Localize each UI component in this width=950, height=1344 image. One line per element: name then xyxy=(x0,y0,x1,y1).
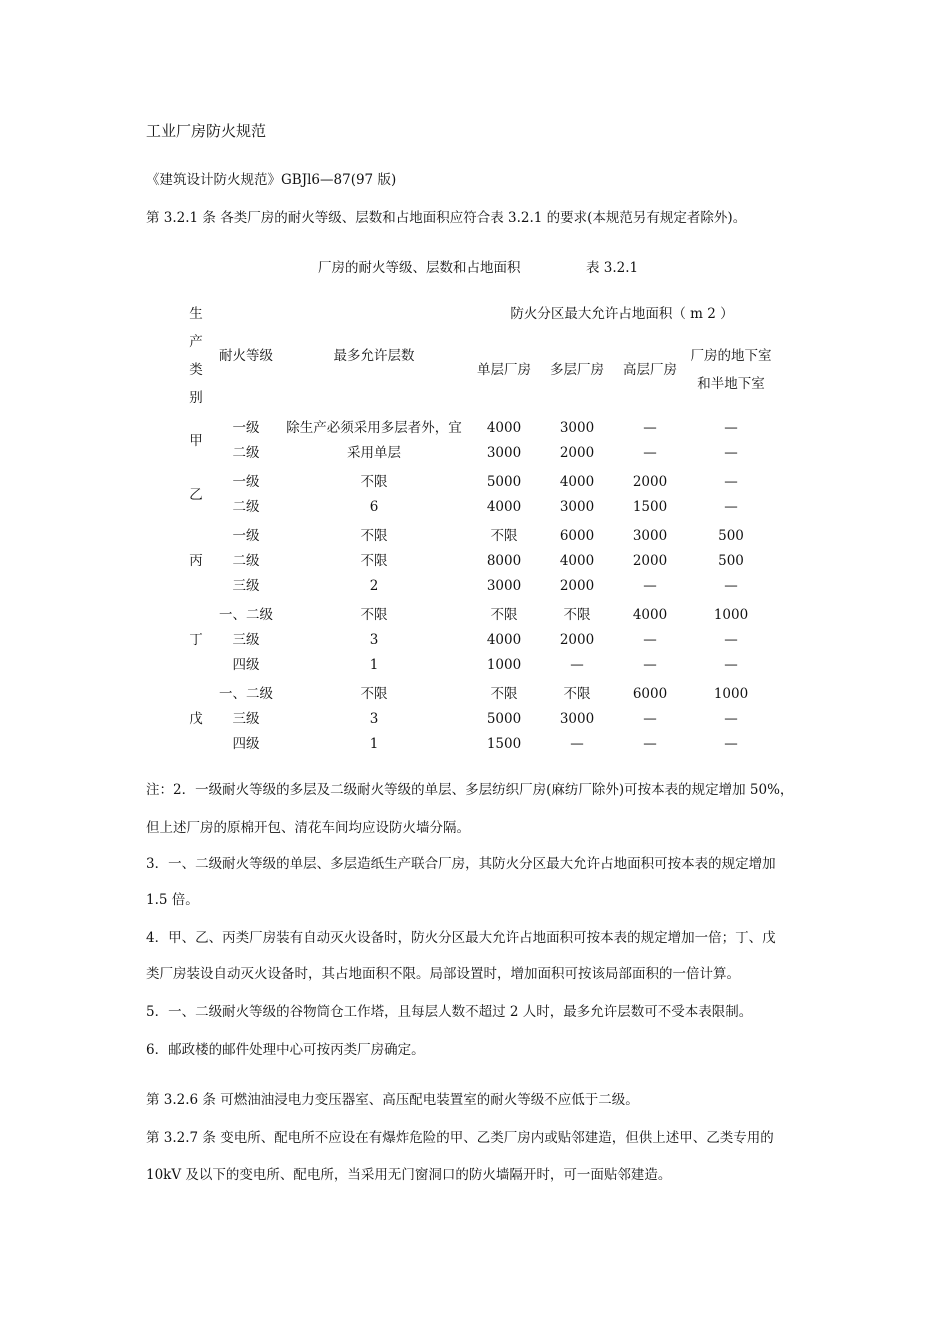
high-cell: — xyxy=(643,736,657,752)
multi-cell: 4000 xyxy=(559,474,595,490)
multi-cell: 3000 xyxy=(559,420,595,436)
high-cell: — xyxy=(643,578,657,594)
grade-cell: 四级 xyxy=(232,736,260,752)
note-2-line-1: 注：2．一级耐火等级的多层及二级耐火等级的单层、多层纺织厂房(麻纺厂除外)可按本表的规定增加 50%， xyxy=(146,782,794,798)
basement-cell: 500 xyxy=(718,528,744,544)
category-cell: 丙 xyxy=(189,553,203,569)
single-cell: 不限 xyxy=(490,528,518,544)
basement-cell: — xyxy=(724,711,738,727)
high-cell: — xyxy=(643,445,657,461)
grade-cell: 四级 xyxy=(232,657,260,673)
high-cell: — xyxy=(643,711,657,727)
table-row xyxy=(180,549,776,574)
grade-cell: 一、二级 xyxy=(219,607,273,623)
floors-cell: 采用单层 xyxy=(347,445,401,461)
floors-cell: 2 xyxy=(369,578,379,594)
header-grade: 耐火等级 xyxy=(219,348,273,364)
single-cell: 不限 xyxy=(490,607,518,623)
category-cell: 乙 xyxy=(189,486,203,503)
table-row xyxy=(180,653,776,678)
grade-cell: 一级 xyxy=(232,420,260,436)
header-category: 生产类别 xyxy=(189,306,203,406)
basement-cell: — xyxy=(724,420,738,436)
single-cell: 不限 xyxy=(490,686,518,702)
clause-3-2-6: 第 3.2.6 条 可燃油油浸电力变压器室、高压配电装置室的耐火等级不应低于二级。 xyxy=(146,1092,639,1108)
single-cell: 3000 xyxy=(486,578,522,594)
floors-cell: 1 xyxy=(369,657,379,673)
single-cell: 8000 xyxy=(486,553,522,569)
grade-cell: 三级 xyxy=(232,711,260,727)
basement-cell: — xyxy=(724,445,738,461)
single-cell: 3000 xyxy=(486,445,522,461)
header-row xyxy=(180,300,776,328)
basement-cell: 1000 xyxy=(713,686,749,702)
floors-cell: 不限 xyxy=(360,553,388,569)
multi-cell: 3000 xyxy=(559,499,595,515)
single-cell: 1500 xyxy=(486,736,522,752)
high-cell: 4000 xyxy=(632,607,668,623)
floors-cell: 6 xyxy=(369,499,379,515)
basement-cell: — xyxy=(724,657,738,673)
single-cell: 1000 xyxy=(486,657,522,673)
grade-cell: 二级 xyxy=(232,499,260,515)
note-6: 6．邮政楼的邮件处理中心可按丙类厂房确定。 xyxy=(146,1042,425,1058)
single-cell: 4000 xyxy=(486,499,522,515)
floors-cell: 不限 xyxy=(360,607,388,623)
table-row xyxy=(180,470,776,495)
multi-cell: 4000 xyxy=(559,553,595,569)
single-cell: 5000 xyxy=(486,711,522,727)
header-area-group: 防火分区最大允许占地面积（ m 2 ） xyxy=(510,306,734,322)
multi-cell: 不限 xyxy=(563,607,591,623)
clause-3-2-7-line-2: 10kV 及以下的变电所、配电所，当采用无门窗洞口的防火墙隔开时，可一面贴邻建造。 xyxy=(146,1167,672,1183)
multi-cell: 3000 xyxy=(559,711,595,727)
document-title: 工业厂房防火规范 xyxy=(146,122,267,140)
note-3-line-1: 3．一、二级耐火等级的单层、多层造纸生产联合厂房，其防火分区最大允许占地面积可按本表的规定增加 xyxy=(146,856,776,872)
basement-cell: 1000 xyxy=(713,607,749,623)
header-multi: 多层厂房 xyxy=(550,362,604,378)
high-cell: 2000 xyxy=(632,474,668,490)
floors-cell: 不限 xyxy=(360,474,388,490)
multi-cell: — xyxy=(570,657,584,673)
grade-cell: 二级 xyxy=(232,445,260,461)
table-caption: 厂房的耐火等级、层数和占地面积 xyxy=(318,260,521,276)
grade-cell: 二级 xyxy=(232,553,260,569)
high-cell: 2000 xyxy=(632,553,668,569)
single-cell: 4000 xyxy=(486,420,522,436)
multi-cell: — xyxy=(570,736,584,752)
note-4-line-2: 类厂房装设自动灭火设备时，其占地面积不限。局部设置时，增加面积可按该局部面积的一倍计算。 xyxy=(146,966,740,982)
clause-3-2-7-line-1: 第 3.2.7 条 变电所、配电所不应设在有爆炸危险的甲、乙类厂房内或贴邻建造，但供上述甲、乙类专用的 xyxy=(146,1130,774,1146)
high-cell: — xyxy=(643,657,657,673)
basement-cell: 500 xyxy=(718,553,744,569)
note-2-line-2: 但上述厂房的原棉开包、清花车间均应设防火墙分隔。 xyxy=(146,820,470,836)
high-cell: — xyxy=(643,632,657,648)
code-reference: 《建筑设计防火规范》GBJl6—87(97 版) xyxy=(146,172,397,188)
table-row xyxy=(180,732,776,757)
floors-cell: 不限 xyxy=(360,686,388,702)
header-single: 单层厂房 xyxy=(477,362,531,378)
table-row xyxy=(180,416,776,441)
note-3-line-2: 1.5 倍。 xyxy=(146,892,199,908)
table-row xyxy=(180,524,776,549)
grade-cell: 三级 xyxy=(232,578,260,594)
multi-cell: 2000 xyxy=(559,445,595,461)
floors-cell: 不限 xyxy=(360,528,388,544)
grade-cell: 三级 xyxy=(232,632,260,648)
high-cell: — xyxy=(643,420,657,436)
basement-cell: — xyxy=(724,632,738,648)
table-row xyxy=(180,628,776,653)
table-row xyxy=(180,441,776,466)
grade-cell: 一级 xyxy=(232,528,260,544)
high-cell: 6000 xyxy=(632,686,668,702)
high-cell: 1500 xyxy=(632,499,668,515)
high-cell: 3000 xyxy=(632,528,668,544)
single-cell: 4000 xyxy=(486,632,522,648)
floors-cell: 3 xyxy=(369,711,379,727)
fire-resistance-table xyxy=(180,300,776,757)
table-row xyxy=(180,707,776,732)
multi-cell: 2000 xyxy=(559,632,595,648)
category-cell: 戊 xyxy=(189,711,203,727)
grade-cell: 一级 xyxy=(232,474,260,490)
header-floors: 最多允许层数 xyxy=(333,348,415,364)
table-row xyxy=(180,682,776,707)
note-5: 5．一、二级耐火等级的谷物筒仓工作塔，且每层人数不超过 2 人时，最多允许层数可不受本表限制。 xyxy=(146,1004,753,1020)
clause-3-2-1: 第 3.2.1 条 各类厂房的耐火等级、层数和占地面积应符合表 3.2.1 的要求(本规范另有规定者除外)。 xyxy=(146,210,747,226)
basement-cell: — xyxy=(724,578,738,594)
floors-cell: 除生产必须采用多层者外，宜 xyxy=(286,420,462,436)
basement-cell: — xyxy=(724,474,738,490)
basement-cell: — xyxy=(724,736,738,752)
table-number: 表 3.2.1 xyxy=(586,260,639,276)
multi-cell: 6000 xyxy=(559,528,595,544)
table-row xyxy=(180,495,776,520)
single-cell: 5000 xyxy=(486,474,522,490)
table-body xyxy=(180,300,776,757)
basement-cell: — xyxy=(724,499,738,515)
floors-cell: 1 xyxy=(369,736,379,752)
multi-cell: 2000 xyxy=(559,578,595,594)
category-cell: 丁 xyxy=(189,632,203,648)
category-cell: 甲 xyxy=(189,432,203,449)
grade-cell: 一、二级 xyxy=(219,686,273,702)
header-basement: 厂房的地下室和半地下室 xyxy=(690,348,772,392)
table-row xyxy=(180,574,776,599)
floors-cell: 3 xyxy=(369,632,379,648)
note-4-line-1: 4．甲、乙、丙类厂房装有自动灭火设备时，防火分区最大允许占地面积可按本表的规定增加一倍；丁、戊 xyxy=(146,930,776,946)
multi-cell: 不限 xyxy=(563,686,591,702)
header-high: 高层厂房 xyxy=(623,362,677,378)
table-row xyxy=(180,603,776,628)
